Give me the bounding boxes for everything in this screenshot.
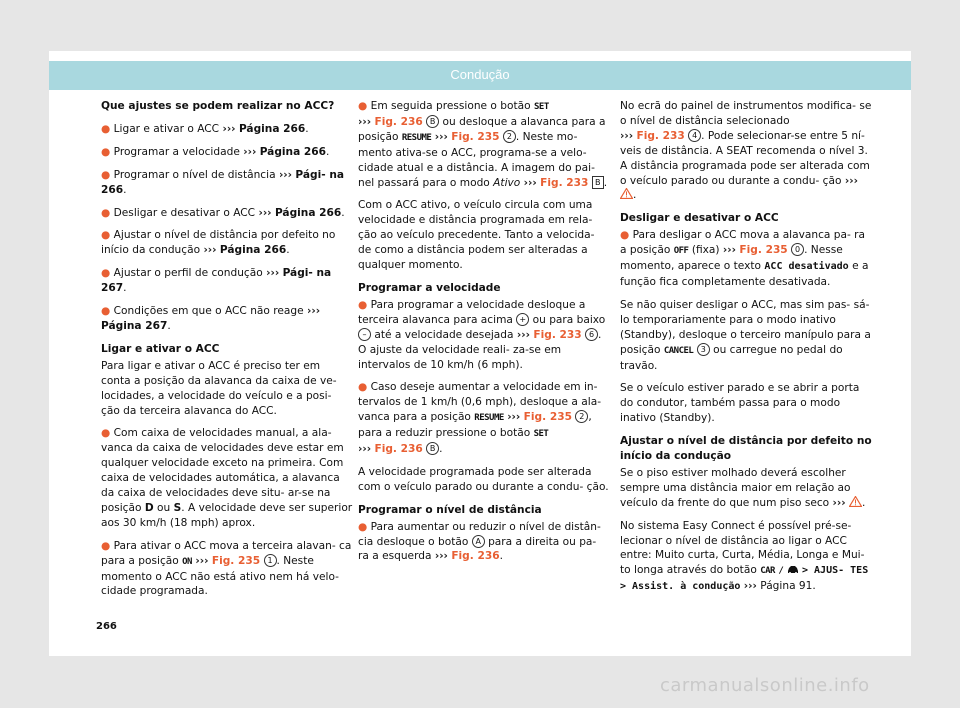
resume-key-label: RESUME (401, 132, 432, 143)
subheading: Programar a velocidade (358, 281, 501, 294)
list-item: ● Para programar a velocidade desloque a terceira alavanca para acima + ou para baixo – até a velocidade desejada ››› Fig. 233 6 . O ajuste da velocidade reali- za-se em intervalos de 10 km/h (6 mph). (358, 298, 606, 371)
paragraph: No ecrã do painel de instrumentos modifica- se o nível de distância selecionado ››› Fig. 233 4 . Pode selecionar-se entre 5 ní- veis de distância. A SEAT recomenda o nível 3. A distância programada pode ser alterada com o veículo parado ou durante a condu- ção ››› . (620, 100, 872, 202)
column-2 (358, 99, 610, 572)
figure-link[interactable]: Fig. 233 (636, 129, 685, 142)
on-key-label: ON (182, 556, 192, 567)
page-link[interactable]: Pági- na 267 (101, 267, 332, 295)
list-item: ● Condições em que o ACC não reage ››› Página 267. (101, 305, 321, 332)
list-item: ● Caso deseje aumentar a velocidade em in- tervalos de 1 km/h (0,6 mph), desloque a ala- vanca para a posição RESUME ››› Fig. 235 2 , para a reduzir pressione o botão SET ››› Fig. 236 B . (358, 381, 602, 456)
warning-icon (620, 188, 633, 199)
display-text: ACC desativado (764, 261, 849, 273)
car-icon (787, 565, 799, 574)
car-key-label: CAR (760, 566, 775, 577)
subheading: Programar o nível de distância (358, 503, 542, 516)
list-item: ● Programar o nível de distância ››› Pági- na 266. (101, 168, 345, 196)
subheading: Ligar e ativar o ACC (101, 342, 220, 355)
paragraph: Com o ACC ativo, o veículo circula com uma velocidade e distância programada em rela- ção ao veículo precedente. Tanto a velocida- de como a distância podem ser alteradas a qualquer momento. (358, 199, 595, 272)
set-key-label: SET (533, 429, 549, 440)
minus-icon: – (358, 328, 371, 341)
column-1 (101, 99, 353, 607)
figure-link[interactable]: Fig. 235 (211, 554, 261, 567)
callout-3: 3 (697, 343, 710, 356)
paragraph: Se o veículo estiver parado e se abrir a porta do condutor, também passa para o modo inativo (Standby). (620, 382, 860, 425)
list-item: ● Em seguida pressione o botão SET ››› Fig. 236 B ou desloque a alavanca para a posição RESUME ››› Fig. 235 2 . Neste mo- mento ativa-se o ACC, programa-se a velo- cidade atual e a distância. A imagem do pai- nel passará para o modo Ativo ››› Fig. 233 B . (358, 100, 608, 189)
figure-link[interactable]: Fig. 235 (523, 411, 572, 424)
section-heading: Que ajustes se podem realizar no ACC? (101, 100, 335, 112)
menu-path: > AJUS- TES > Assist. à condução (620, 565, 869, 593)
list-item: ● Ligar e ativar o ACC ››› Página 266. (101, 122, 309, 135)
paragraph: Se o piso estiver molhado deverá escolher sempre uma distância maior em relação ao veículo da frente do que num piso seco ››› . (620, 466, 866, 509)
figure-link[interactable]: Fig. 236 (451, 550, 500, 563)
page-link[interactable]: Página 266 (274, 206, 342, 219)
callout-1: 1 (264, 554, 277, 567)
page-link[interactable]: Página 266 (219, 244, 287, 257)
page-number: 266 (96, 621, 117, 632)
figure-link[interactable]: Fig. 233 (540, 176, 589, 189)
page-link[interactable]: Página 91 (760, 580, 813, 593)
list-item: ● Com caixa de velocidades manual, a ala- vanca da caixa de velocidades deve estar em qualquer velocidade exceto na primeira. Com caixa de velocidades automática, a alavanca da caixa de velocidades deve situ- ar-se na posição D ou S. A velocidade deve ser superior aos 30 km/h (18 mph) aprox. (101, 427, 353, 529)
figure-link[interactable]: Fig. 233 (533, 328, 582, 341)
resume-key-label: RESUME (474, 413, 504, 424)
page-link[interactable]: Página 266 (259, 145, 327, 158)
set-key-label: SET (534, 102, 549, 112)
callout-2: 2 (575, 410, 588, 423)
cancel-key-label: CANCEL (663, 345, 694, 356)
list-item: ● Ajustar o nível de distância por defeito no início da condução ››› Página 266. (101, 229, 336, 257)
list-item: ● Ajustar o perfil de condução ››› Pági- na 267. (101, 267, 332, 295)
column-3 (620, 99, 872, 603)
paragraph: No sistema Easy Connect é possível pré-se- lecionar o nível de distância ao ligar o ACC entre: Muito curta, Curta, Média, Longa e Mui- to longa através do botão CAR / > AJUS- TES > Assist. à condução ››› Página 91. (620, 519, 869, 593)
figure-link[interactable]: Fig. 235 (451, 130, 500, 143)
callout-6: 6 (585, 328, 598, 341)
list-item: ● Para aumentar ou reduzir o nível de distân- cia desloque o botão A para a direita ou pa- ra a esquerda ››› Fig. 236. (358, 520, 601, 563)
callout-b: B (426, 442, 439, 455)
page-title: Condução (450, 67, 510, 82)
subheading: Ajustar o nível de distância por defeito no início da condução (620, 435, 872, 463)
list-item: ● Para desligar o ACC mova a alavanca pa- ra a posição OFF (fixa) ››› Fig. 235 0 . Nesse momento, aparece o texto ACC desativado e a função fica completamente desativada. (620, 229, 869, 288)
figure-link[interactable]: Fig. 235 (739, 244, 788, 257)
figure-link[interactable]: Fig. 236 (374, 115, 423, 128)
callout-2: 2 (503, 130, 516, 143)
off-key-label: OFF (673, 246, 689, 257)
list-item: ● Para ativar o ACC mova a terceira alavan- ca para a posição ON ››› Fig. 235 1 . Neste momento o ACC não está ativo nem há velo- cidade programada. (101, 539, 352, 598)
callout-a: A (472, 535, 485, 548)
figure-link[interactable]: Fig. 236 (374, 443, 423, 456)
list-item: ● Desligar e desativar o ACC ››› Página 266. (101, 206, 345, 219)
page-link[interactable]: Página 266 (238, 122, 306, 135)
subheading: Desligar e desativar o ACC (620, 212, 779, 225)
warning-icon (849, 496, 862, 507)
plus-icon: + (516, 313, 529, 326)
page-link[interactable]: Página 267 (101, 319, 168, 332)
page-link[interactable]: Pági- na 266 (101, 168, 345, 196)
callout-b: B (426, 115, 439, 128)
watermark: carmanualsonline.info (660, 675, 870, 696)
list-item: ● Programar a velocidade ››› Página 266. (101, 145, 330, 158)
header-bar (49, 61, 911, 90)
paragraph: A velocidade programada pode ser alterada com o veículo parado ou durante a condu- ção. (358, 465, 609, 493)
callout-4: 4 (688, 129, 701, 142)
paragraph: Se não quiser desligar o ACC, mas sim pas- sá-lo temporariamente para o modo inativo (Standby), desloque o terceiro manípulo para a posição CANCEL 3 ou carregue no pedal do travão. (620, 298, 871, 372)
paragraph: Para ligar e ativar o ACC é preciso ter em conta a posição da alavanca da caixa de ve- locidades, a velocidade do veículo e a posi- ção da terceira alavanca do ACC. (101, 359, 337, 417)
callout-0: 0 (791, 243, 804, 256)
callout-b-square: B (592, 176, 604, 189)
